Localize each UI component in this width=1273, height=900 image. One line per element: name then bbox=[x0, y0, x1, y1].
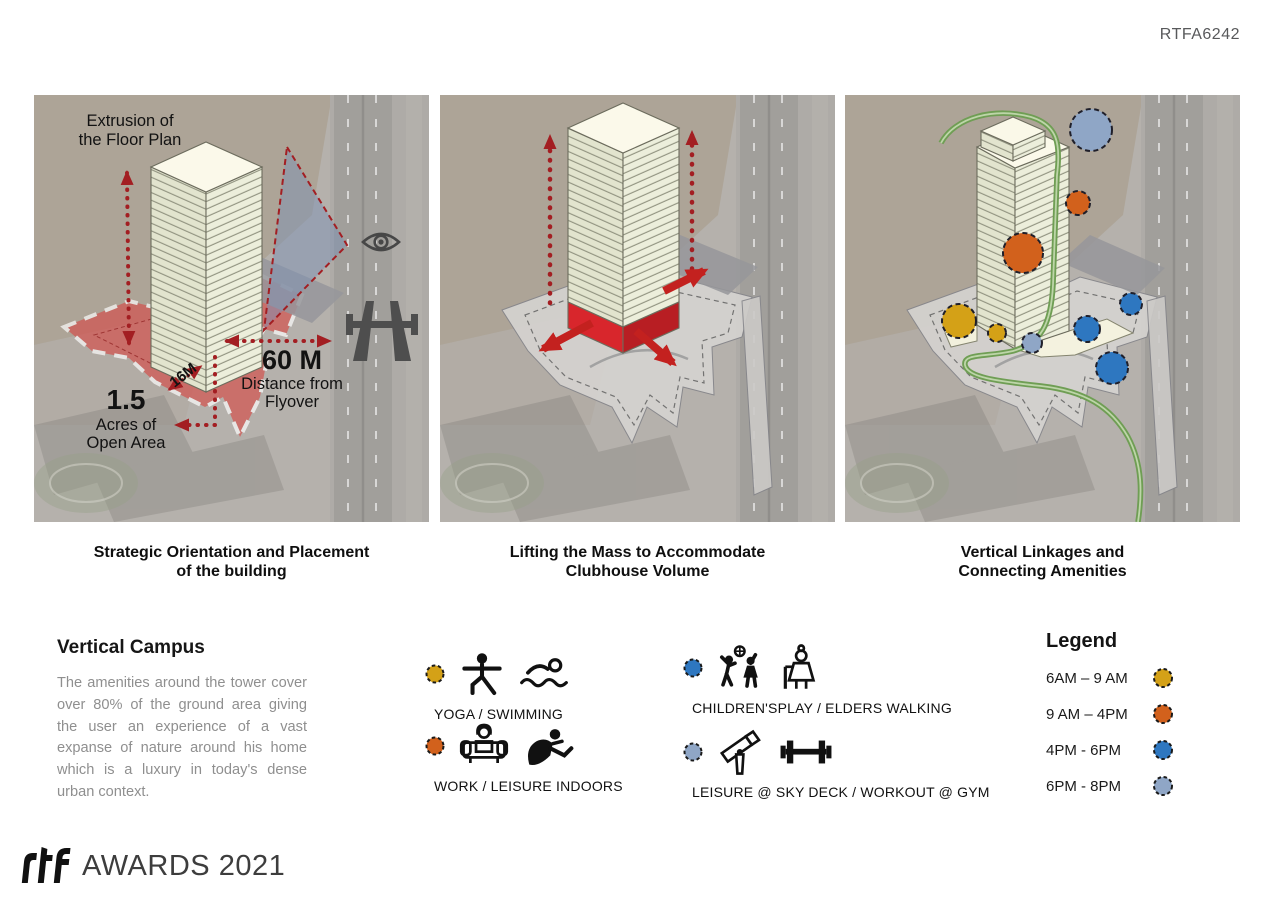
children-play-icon bbox=[717, 645, 765, 691]
legend-dot-evening bbox=[1152, 739, 1174, 761]
legend-dot-midday bbox=[1152, 703, 1174, 725]
telescope-icon bbox=[717, 728, 765, 776]
legend bbox=[1046, 630, 1174, 797]
distance-value: 60 M bbox=[261, 345, 323, 375]
entry-code: RTFA6242 bbox=[1159, 26, 1240, 43]
tower-massing-lifted bbox=[568, 103, 679, 353]
acres-value: 1.5 bbox=[106, 384, 146, 415]
caption-lifting-mass: Lifting the Mass to Accommodate Clubhouse Volume bbox=[509, 544, 766, 580]
distance-label-line2: Flyover bbox=[264, 393, 320, 411]
vertical-campus-section bbox=[57, 637, 307, 804]
time-dot-morning bbox=[424, 663, 446, 685]
tower-massing bbox=[151, 142, 262, 392]
section-title: Vertical Campus bbox=[57, 637, 205, 658]
yoga-icon bbox=[459, 651, 505, 697]
width-label: 16M bbox=[166, 359, 200, 392]
work-icon bbox=[459, 723, 509, 769]
amenity-children-elders bbox=[682, 644, 952, 716]
legend-entry-evening: 4PM - 6PM bbox=[1046, 739, 1174, 761]
amenity-label: WORK / LEISURE INDOORS bbox=[434, 778, 623, 794]
section-body: The amenities around the tower cover over 80% of the ground area giving the user an experience of a vast expanse of nature around his home which is a luxury in today's dense urban context. bbox=[57, 675, 307, 800]
time-dot-night bbox=[682, 741, 704, 763]
footer-branding bbox=[20, 843, 285, 889]
time-dot-evening bbox=[682, 657, 704, 679]
legend-entry-midday: 9 AM – 4PM bbox=[1046, 703, 1174, 725]
legend-entry-morning: 6AM – 9 AM bbox=[1046, 667, 1174, 689]
amenity-yoga-swimming bbox=[424, 650, 570, 722]
leisure-indoors-icon bbox=[522, 725, 574, 767]
amenity-label: LEISURE @ SKY DECK / WORKOUT @ GYM bbox=[692, 784, 990, 800]
diagram-panel-linkages bbox=[845, 95, 1240, 522]
diagram-1-graphic bbox=[34, 95, 429, 522]
diagram-panel-orientation bbox=[34, 95, 429, 522]
award-text: AWARDS 2021 bbox=[82, 849, 286, 882]
extrusion-label-line2: the Floor Plan bbox=[78, 131, 182, 149]
amenity-work-leisure bbox=[424, 722, 623, 794]
acres-label-line1: Acres of bbox=[95, 416, 157, 434]
diagram-3-graphic bbox=[845, 95, 1240, 522]
distance-label-line1: Distance from bbox=[241, 375, 343, 393]
acres-label-line2: Open Area bbox=[86, 434, 166, 452]
elders-walking-icon bbox=[778, 643, 822, 693]
diagram-2-graphic bbox=[440, 95, 835, 522]
amenity-skydeck-gym bbox=[682, 728, 990, 800]
swimming-icon bbox=[518, 654, 570, 694]
legend-entry-night: 6PM - 8PM bbox=[1046, 775, 1174, 797]
legend-dot-night bbox=[1152, 775, 1174, 797]
diagram-panel-lifting-mass bbox=[440, 95, 835, 522]
extrusion-label-line1: Extrusion of bbox=[86, 112, 174, 130]
amenity-label: YOGA / SWIMMING bbox=[434, 706, 564, 722]
time-dot-midday bbox=[424, 735, 446, 757]
amenity-label: CHILDREN'SPLAY / ELDERS WALKING bbox=[692, 700, 952, 716]
dumbbell-icon bbox=[778, 734, 834, 770]
legend-dot-morning bbox=[1152, 667, 1174, 689]
caption-orientation: Strategic Orientation and Placement of the building bbox=[93, 544, 370, 580]
rtf-logo-icon bbox=[20, 843, 72, 889]
caption-linkages: Vertical Linkages and Connecting Amenities bbox=[958, 544, 1127, 580]
legend-title: Legend bbox=[1046, 630, 1118, 652]
